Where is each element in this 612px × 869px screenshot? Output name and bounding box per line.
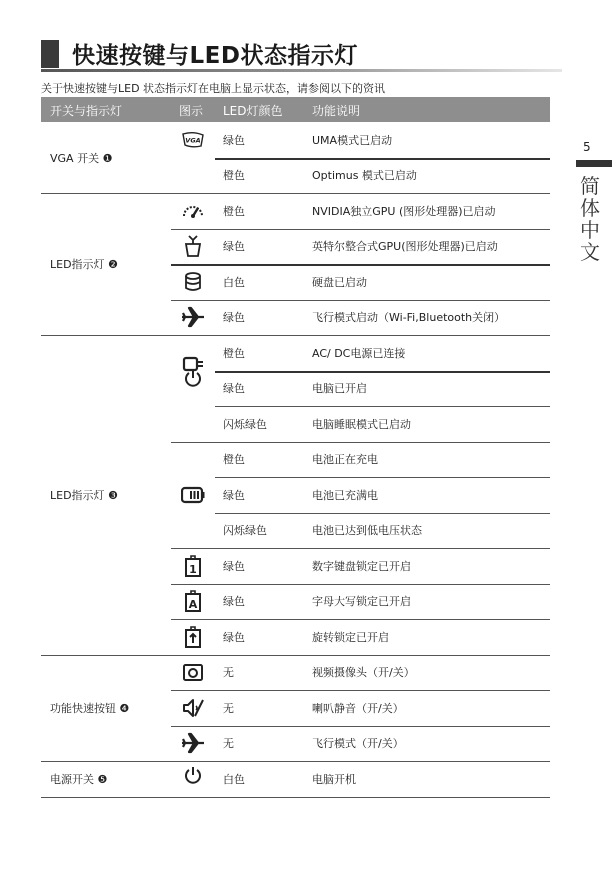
function-desc-cell: 英特尔整合式GPU(图形处理器)已启动: [312, 240, 498, 254]
scroll-lock-icon: [181, 626, 205, 648]
led-status-table: [41, 97, 550, 799]
led-color-cell: 橙色: [223, 453, 245, 467]
row-divider: [171, 442, 550, 443]
language-char: 简: [580, 174, 600, 198]
intro-text: 关于快速按键与LED 状态指示灯在电脑上显示状态，请参阅以下的资讯: [41, 82, 386, 95]
led-color-cell: 绿色: [223, 382, 245, 396]
side-tab-bar: [576, 160, 612, 167]
row-divider: [215, 371, 550, 373]
group-divider: [41, 761, 550, 762]
caps-lock-icon-text: A: [188, 598, 198, 612]
row-divider: [171, 300, 550, 301]
group-divider: [41, 797, 550, 798]
row-divider: [171, 548, 550, 549]
row-divider: [171, 584, 550, 585]
led-color-cell: 绿色: [223, 595, 245, 609]
function-desc-cell: 硬盘已启动: [312, 275, 367, 289]
header-icon: 图示: [179, 104, 204, 118]
led-color-cell: 橙色: [223, 204, 245, 218]
function-desc-cell: 旋转锁定已开启: [312, 630, 389, 644]
hard-disk-icon: [181, 271, 205, 293]
switch-label: VGA 开关 ❶: [50, 151, 113, 165]
row-divider: [171, 264, 550, 266]
switch-label: 功能快速按钮 ❹: [50, 701, 130, 715]
function-desc-cell: 飞行模式（开/关）: [312, 737, 404, 751]
page-number: 5: [583, 140, 591, 154]
language-char: 中: [580, 218, 600, 242]
function-desc-cell: 字母大写锁定已开启: [312, 595, 411, 609]
camera-icon: [181, 661, 205, 683]
function-desc-cell: 电脑睡眠模式已启动: [312, 417, 411, 431]
switch-label: LED指示灯 ❷: [50, 258, 118, 271]
airplane-icon: [181, 732, 205, 754]
function-desc-cell: 数字键盘锁定已开启: [312, 559, 411, 573]
function-desc-cell: 飞行模式启动（Wi-Fi,Bluetooth关闭）: [312, 311, 506, 325]
row-divider: [215, 513, 550, 514]
header-led-color: LED灯颜色: [223, 104, 283, 118]
function-desc-cell: AC/ DC电源已连接: [312, 346, 406, 360]
led-color-cell: 无: [223, 737, 234, 751]
led-color-cell: 无: [223, 666, 234, 680]
function-desc-cell: 喇叭静音（开/关）: [312, 701, 404, 715]
function-desc-cell: 电池正在充电: [312, 453, 378, 467]
title-underline: [41, 69, 562, 72]
led-color-cell: 橙色: [223, 169, 245, 183]
function-desc-cell: NVIDIA独立GPU (图形处理器)已启动: [312, 204, 496, 218]
row-divider: [171, 726, 550, 727]
language-char: 体: [580, 196, 600, 220]
airplane-icon: [181, 306, 205, 328]
group-divider: [41, 193, 550, 194]
row-divider: [215, 406, 550, 407]
led-color-cell: 绿色: [223, 311, 245, 325]
switch-label: 电源开关 ❺: [50, 772, 108, 786]
function-desc-cell: 电池已达到低电压状态: [312, 524, 422, 538]
function-desc-cell: Optimus 模式已启动: [312, 169, 417, 183]
vga-icon-text: VGA: [185, 136, 201, 145]
led-color-cell: 闪烁绿色: [223, 417, 267, 431]
function-desc-cell: 视频摄像头（开/关）: [312, 666, 415, 680]
group-divider: [41, 655, 550, 656]
num-lock-icon-text: 1: [189, 562, 197, 576]
led-color-cell: 绿色: [223, 488, 245, 502]
row-divider: [171, 229, 550, 230]
speaker-mute-icon: [181, 697, 205, 719]
title-marker: [41, 40, 59, 68]
led-color-cell: 绿色: [223, 133, 245, 147]
language-tab: [578, 175, 602, 263]
num-lock-icon: [181, 555, 205, 577]
function-desc-cell: 电脑开机: [312, 772, 356, 786]
page-title: 快速按键与LED状态指示灯: [72, 43, 358, 69]
row-divider: [171, 619, 550, 620]
group-divider: [41, 335, 550, 336]
caps-lock-icon: [181, 590, 205, 612]
led-color-cell: 橙色: [223, 346, 245, 360]
led-color-cell: 绿色: [223, 630, 245, 644]
table-body: [41, 122, 550, 799]
power-icon: [181, 764, 205, 786]
language-char: 文: [580, 240, 600, 264]
power-icon: [181, 367, 205, 389]
led-color-cell: 白色: [223, 275, 245, 289]
header-function: 功能说明: [312, 104, 361, 118]
vga-icon: [181, 129, 205, 151]
led-color-cell: 无: [223, 701, 234, 715]
row-divider: [215, 158, 550, 160]
led-color-cell: 白色: [223, 772, 245, 786]
row-divider: [171, 690, 550, 691]
battery-icon: [181, 484, 205, 506]
led-color-cell: 闪烁绿色: [223, 524, 267, 538]
table-header: [41, 97, 550, 122]
header-switch: 开关与指示灯: [50, 104, 123, 118]
function-desc-cell: 电脑已开启: [312, 382, 367, 396]
row-divider: [215, 477, 550, 478]
function-desc-cell: 电池已充满电: [312, 488, 378, 502]
speedometer-icon: [181, 200, 205, 222]
plant-pot-icon: [181, 235, 205, 257]
led-color-cell: 绿色: [223, 240, 245, 254]
switch-label: LED指示灯 ❸: [50, 488, 118, 502]
function-desc-cell: UMA模式已启动: [312, 133, 393, 147]
led-color-cell: 绿色: [223, 559, 245, 573]
